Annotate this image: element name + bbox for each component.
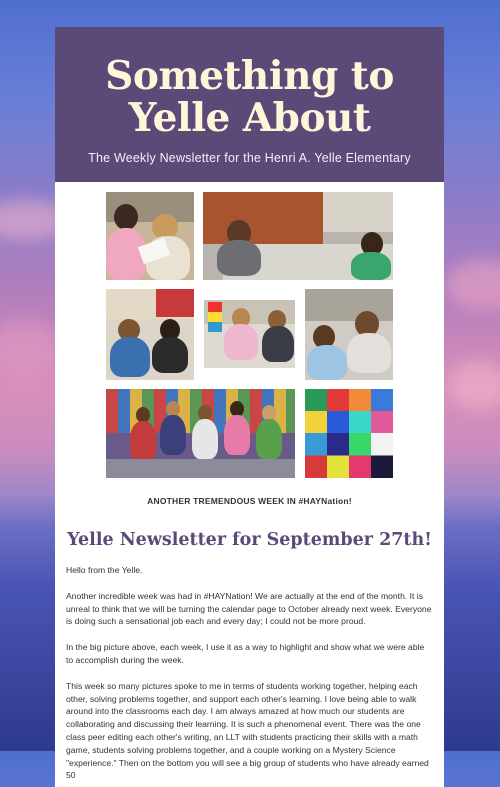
paragraph: Hello from the Yelle. — [66, 565, 143, 575]
paragraph: Another incredible week was had in #HAYNation! We are actually at the end of the month. It is unreal to think that we will be turning the calendar page to October already next week. Everyone is doing such a sensational job each and every day; I could not be more proud. — [66, 590, 432, 627]
section-heading: Yelle Newsletter for September 27th! — [67, 530, 432, 550]
photo-student-artwork — [305, 389, 393, 478]
newsletter-title — [55, 27, 444, 139]
paragraph: In the big picture above, each week, I use it as a way to highlight and show what we were able to accomplish during the week. — [66, 642, 425, 665]
photo-caption: ANOTHER TREMENDOUS WEEK IN #HAYNation! — [147, 496, 352, 506]
newsletter-subtitle: The Weekly Newsletter for the Henri A. Yelle Elementary — [88, 151, 411, 165]
title-line-2: Yelle About — [128, 95, 371, 141]
photo-girl-and-boy-writing — [204, 300, 295, 368]
photo-group-of-students — [106, 389, 295, 478]
background-cloud — [445, 260, 500, 310]
newsletter-card — [55, 27, 444, 787]
newsletter-header — [55, 27, 444, 182]
background-cloud — [0, 320, 60, 380]
paragraph: This week so many pictures spoke to me in terms of students working together, helping each other, solving problems together, and support each other's learning. I love being able to walk around into the classrooms each day. I am always amazed at how much our students are collaborating and discussing their learning. It is such a phenomenal event. There was the one class peer editing each other's writing, an LLT with students practicing their skills with a math game, students solving problems together, and a couple working on a Mystery Science "experience." Then on the bottom you will see a big group of students who have already earned 50 — [66, 680, 429, 781]
background-cloud — [448, 360, 500, 410]
title-line-1: Something to — [105, 53, 394, 99]
photo-students-at-desk — [305, 289, 393, 380]
photo-kids-on-floor — [106, 289, 194, 380]
newsletter-body — [55, 564, 444, 782]
photo-girls-reading — [106, 192, 194, 280]
photo-collage[interactable] — [55, 182, 444, 492]
photo-boys-math-game — [203, 192, 393, 280]
